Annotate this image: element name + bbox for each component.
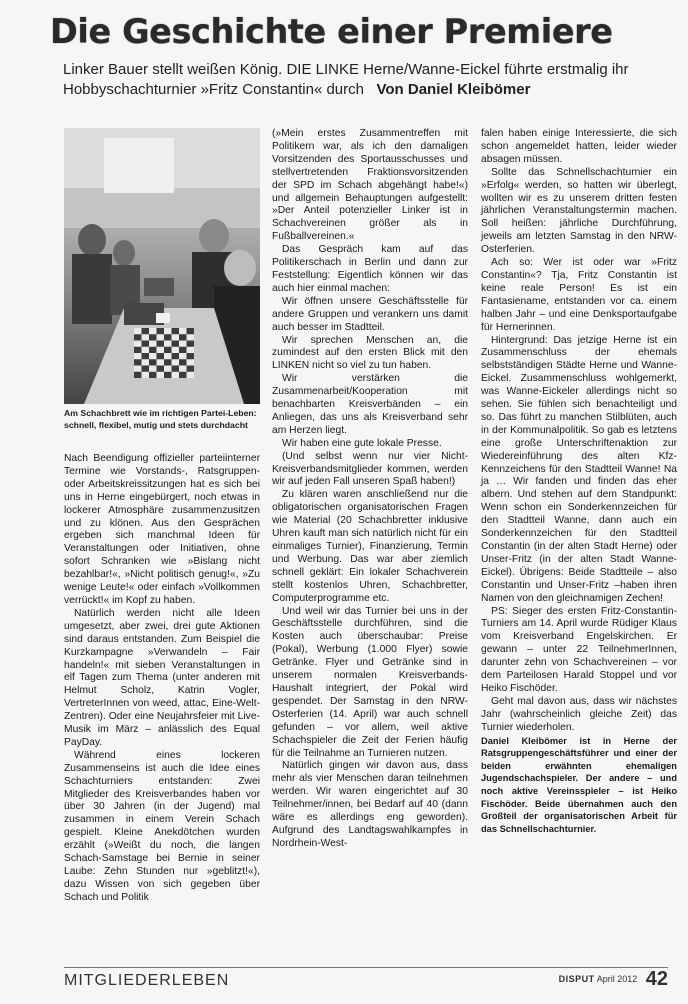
subtitle-line-1: Linker Bauer stellt weißen König. DIE LINKE Herne/Wanne-Eickel führte erstmalig ihr [63, 61, 629, 78]
author-bio: Daniel Kleibömer ist in Herne der Ratsgruppengeschäftsführer und einer der beiden erwähnten ehemaligen Jugendschachspieler. Der andere – und noch aktive Vereinsspieler – ist Heiko Fischöder. Beide übernahmen auch den Großteil der organisatorischen Arbeit für das Schnellschachturnier. [481, 735, 677, 834]
paragraph: Nach Beendigung offizieller parteiinterner Termine wie Vorstands-, Ratsgruppen- oder Arbeitskreissitzungen hat es sich bei uns in Herne eingebürgert, noch etwas in lockerer Atmosphäre zusammenzusitzen und zu klönen. Aus den Gesprächen ergeben sich manchmal Ideen für Veranstaltungen oder Initiativen, ohne sofort Schranken wie »Bislang nicht bezahlbar!«, »Nicht politisch genug!«, »Zu wenige Leute!« oder einfach »Vollkommen verrückt!« im Kopf zu haben. [64, 453, 260, 606]
paragraph: Sollte das Schnellschachturnier ein »Erfolg« werden, so hatten wir überlegt, wollten wir es zu unserem dritten festen jährlichen Veranstaltungstermin machen. Soll heißen: jährliche Durchführung, jeweils am letzten Samstag in den NRW-Osterferien. [481, 166, 677, 256]
paragraph: Natürlich werden nicht alle Ideen umgesetzt, aber zwei, drei gute Aktionen sind daraus entstanden. Zum Beispiel die Kurzkampagne »Verwandeln – Fair handeln!« mit sieben Veranstaltungen in elf Tagen zum Thema (unter anderen mit Helmut Scholz, Katrin Vogler, VertreterInnen von weed, attac, Eine-Welt-Zentren). Oder eine Neujahrsfeier mit Live-Musik im März – anlässlich des Equal PayDay. [64, 607, 260, 748]
body-column-2 [272, 128, 468, 851]
body-column-3 [481, 128, 677, 835]
paragraph: (Und selbst wenn nur vier Nicht-Kreisverbandsmitglieder kommen, werden wir auf jeden Fall unseren Spaß haben!) [272, 450, 468, 488]
issue-date: April 2012 [596, 974, 638, 984]
page-number: 42 [645, 968, 668, 990]
paragraph: Geht mal davon aus, dass wir nächstes Jahr (wahrscheinlich gleiche Zeit) das Turnier wiederholen. [481, 695, 677, 733]
article-subtitle [63, 60, 683, 100]
subtitle-line-2: Hobbyschachturnier »Fritz Constantin« durch [63, 81, 364, 98]
paragraph: Und weil wir das Turnier bei uns in der Geschäftsstelle durchführen, sind die Kosten auch überschaubar: Preise (Pokal), Werbung (1.000 Flyer) sowie Getränke. Flyer und Getränke sind in unserem normalen Kreisverbands-Haushalt integriert, der Pokal wird gespendet. Der Samstag in den NRW-Osterferien (14. April) war auch schnell gefunden – vor allem, weil aktive Schachspieler die Zeit der Ferien häufig für die Teilnahme an Turnieren nutzen. [272, 605, 468, 759]
paragraph: Wir verstärken die Zusammenarbeit/Kooperation mit benachbarten Kreisverbänden – ein Anliegen, das uns als Kreisverband sehr am Herzen liegt. [272, 373, 468, 436]
paragraph: Wir sprechen Menschen an, die zumindest auf den ersten Blick mit den LINKEN nicht so viel zu tun haben. [272, 334, 468, 372]
paragraph: Ach so: Wer ist oder war »Fritz Constantin«? Tja, Fritz Constantin ist keine reale Person! Es ist ein Fantasiename, entstanden vor ca. einem halben Jahr – und eine Denksportaufgabe für Hernerinnen. [481, 257, 677, 333]
paragraph: Hintergrund: Das jetzige Herne ist ein Zusammenschluss der ehemals selbstständigen Städte Herne und Wanne-Eickel. Zusammenschluss wohlgemerkt, was Wanne-Eickeler allerdings nicht so sehen. Sie fühlen sich benachteiligt und so. Das führt zu manchen Stilblüten, auch in der Kommunalpolitik. So gab es letztens eine große Unterschriftenaktion zur Wiedereinführung des alten Kfz-Kennzeichens für den Stadtteil Wanne! Na ja … Wir fanden und finden das eher albern. Und stehen auf dem Standpunkt: Wenn schon ein Sonderkennzeichen für den Stadtteil Wanne, dann auch ein Sonderkennzeichen für den Stadtteil Constantin (in der alten Stadt Herne) oder Unser-Fritz (in der alten Stadt Wanne-Eickel). Übrigens: Beide Stadtteile – also Constantin und Unser-Fritz –haben ihren Namen von den gleichnamigen Zechen! [481, 334, 677, 604]
body-column-1 [64, 453, 260, 905]
magazine-name: DISPUT [558, 974, 595, 984]
section-label: MITGLIEDERLEBEN [64, 972, 230, 989]
paragraph: Wir haben eine gute lokale Presse. [282, 437, 442, 449]
paragraph: Während eines lockeren Zusammenseins ist auch die Idee eines Schachturniers entstanden: Zwei Mitglieder des Kreisverbandes haben vor über 30 Jahren (in der Jugend) mal zusammen in einem Verein Schach gespielt. Kleine Anekdötchen wurden erzählt (»Weißt du noch, die langen Schach-Samstage bei Bernie in seiner Laube: Zehn Stunden nur »geblitzt!«), dazu Wissen von sich gegeben über Schach und Politik [64, 749, 260, 903]
paragraph: falen haben einige Interessierte, die sich schon angemeldet hatten, leider wieder absagen müssen. [481, 128, 677, 165]
paragraph: (»Mein erstes Zusammentreffen mit Politikern war, als ich den damaligen Vorsitzenden des Sportausschusses und stellvertretenden Fraktionsvorsitzenden der SPD im Schach abgehängt habe!«) und allgemein Behauptungen aufgestellt: »Der Anteil potenzieller Linker ist in Schachvereinen größer als in Fußballvereinen.« [272, 128, 468, 243]
footer-issue [559, 968, 668, 991]
photo-caption: Am Schachbrett wie im richtigen Partei-Leben: schnell, flexibel, mutig und stets durchdacht [64, 408, 257, 431]
article-title: Die Geschichte einer Premiere [50, 12, 613, 51]
paragraph: Zu klären waren anschließend nur die obligatorischen organisatorischen Fragen wie Material (20 Schachbretter inklusive Uhren kauft man sich natürlich nicht für ein einmaliges Turnier), Finanzierung, Termin und Werbung. Das war aber ziemlich schnell geklärt: Ein lokaler Schachverein stellt kostenlos Uhren, Schachbretter, Computerprogramme etc. [272, 489, 468, 604]
author-byline: Von Daniel Kleibömer [376, 81, 531, 98]
paragraph: Natürlich gingen wir davon aus, dass mehr als vier Menschen daran teilnehmen werden. Wir waren eingerichtet auf 30 Teilnehmer/innen, bei Bedarf auf 40 (dann wäre es allerdings eng geworden). Aufgrund des Landtagswahlkampfes in Nordrhein-West- [272, 760, 468, 849]
paragraph: Das Gespräch kam auf das Politikerschach in Berlin und dann zur Feststellung: Eigentlich können wir das auch hier einmal machen: [272, 244, 468, 294]
photo-credit: © DIE LINKE Herne/Wanne-Eickel [314, 258, 320, 344]
paragraph: PS: Sieger des ersten Fritz-Constantin-Turniers am 14. April wurde Rüdiger Klaus vom Kreisverband Engelskirchen. Er gewann – unter 22 TeilnehmerInnen, darunter zehn von Schachvereinen – vor dem Parteilosen Harald Stoppel und vor Heiko Fischöder. [481, 605, 677, 694]
paragraph: Wir öffnen unsere Geschäftsstelle für andere Gruppen und verankern uns damit auch besser im Stadtteil. [272, 295, 468, 333]
chess-tournament-photo [64, 128, 320, 404]
